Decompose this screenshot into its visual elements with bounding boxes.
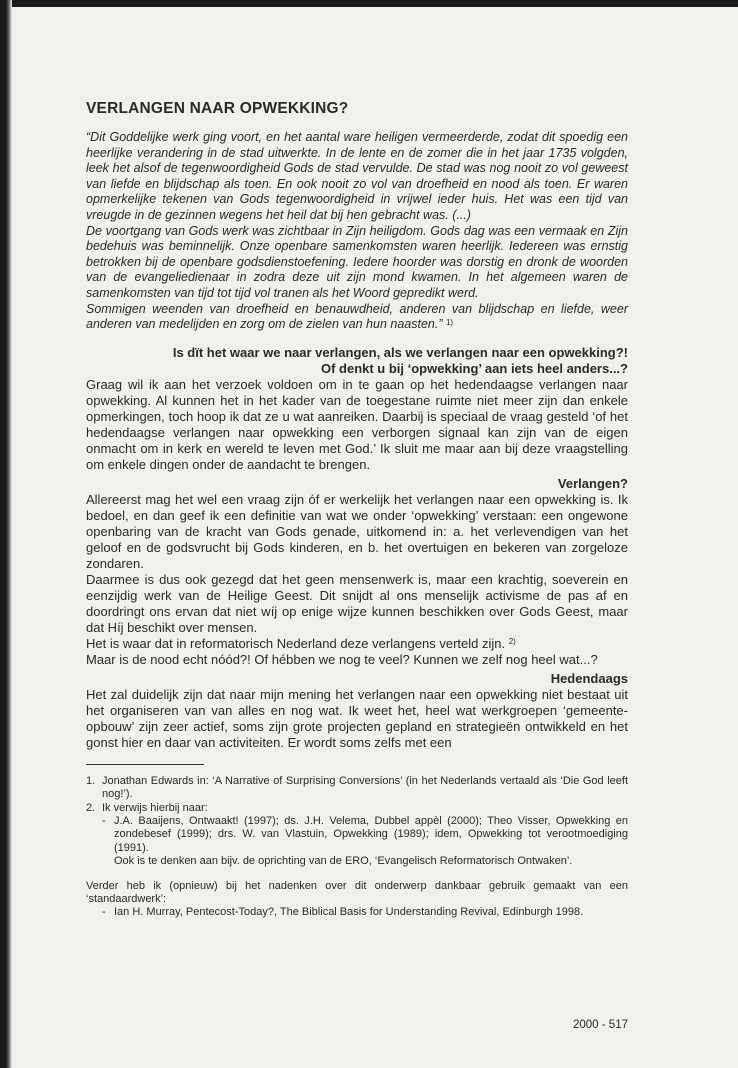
footnote-1 [86, 775, 628, 802]
footnote-text: Jonathan Edwards in: ‘A Narrative of Surprising Conversions’ (in het Nederlands vertaald als ‘Die God leeft nog!’). [102, 774, 628, 801]
footnote-2 [86, 802, 628, 815]
section-heading-hedendaags: Hedendaags [550, 670, 628, 686]
footnote-2-item [86, 815, 628, 855]
body-paragraph: Daarmee is dus ook gezegd dat het geen mensenwerk is, maar een krachtig, soeverein en eenzijdig werk van de Heilige Geest. Dit snijdt al ons menselijk activisme de pas af en doordringt ons ervan dat niet wíj op enige wijze kunnen beschikken over Gods Geest, maar dat Híj beschikt over mensen. [86, 571, 628, 635]
footnote-ref: 2) [508, 636, 516, 646]
quote-paragraph: De voortgang van Gods werk was zichtbaar in Zijn heiligdom. Gods dag was een vermaak en Zijn bedehuis was beminnelijk. Onze openbare samenkomsten waren heerlijk. Iedereen was ernstig betrokken bij de openbare godsdienstoefening. Iedere hoorder was dorstig en dronk de woorden van de evangeliedienaar in zodra deze uit zijn mond kwamen. In het algemeen waren de samenkomsten van tijd tot tijd vol tranen als het Woord gepredikt werd. [86, 223, 628, 300]
footnote-number: 2. [86, 801, 96, 814]
footnote-text: Ian H. Murray, Pentecost-Today?, The Biblical Basis for Understanding Revival, Edinburgh 1998. [114, 906, 584, 919]
section-heading-verlangen: Verlangen? [557, 475, 628, 491]
body-paragraph [86, 636, 628, 652]
further-reading-item [86, 906, 628, 919]
question-line: Is dït het waar we naar verlangen, als we verlangen naar een opwekking?! [172, 344, 628, 360]
article-title: VERLANGEN NAAR OPWEKKING? [86, 100, 349, 117]
list-dash: - [102, 906, 106, 919]
quote-paragraph [86, 302, 628, 333]
article [86, 100, 628, 920]
quote-text: Sommigen weenden van droefheid en benauwdheid, anderen van blijdschap en liefde, weer anderen van medelijden en zorg om de zielen van hun naasten.” [86, 301, 628, 332]
further-reading: Verder heb ik (opnieuw) bij het nadenken over dit onderwerp dankbaar gebruik gemaakt van een ‘standaardwerk’: [86, 879, 628, 905]
footnote-ref: 1) [445, 318, 454, 328]
footnote-text: Ook is te denken aan bijv. de oprichting van de ERO, ‘Evangelisch Reformatorisch Ontwaken’. [114, 855, 573, 868]
body-paragraph: Allereerst mag het wel een vraag zijn óf er werkelijk het verlangen naar een opwekking is. Ik bedoel, en dan geef ik een definitie van wat we onder ‘opwekking’ verstaan: een ongewone openbaring van de kracht van Gods genade, uitkomend in: a. het verlevendigen van het geloof en de godsvrucht bij Gods kinderen, en b. het overtuigen en bekeren van zorgeloze zondaren. [86, 491, 628, 571]
scan-top-edge [0, 0, 738, 7]
question-line: Of denkt u bij ‘opwekking’ aan iets heel anders...? [320, 360, 628, 376]
central-question [86, 345, 628, 377]
list-dash: - [102, 814, 106, 827]
footnotes [86, 775, 628, 920]
footnote-text: Ik verwijs hierbij naar: [102, 801, 208, 814]
body-text-span: Het is waar dat in reformatorisch Nederland deze verlangens verteld zijn. [86, 635, 506, 651]
body-paragraph: Maar is de nood echt nóód?! Of hébben we nog te veel? Kunnen we zelf nog heel wat...? [86, 651, 598, 667]
body-paragraph: Het zal duidelijk zijn dat naar mijn mening het verlangen naar een opwekking niet bestaat uit het organiseren van van alles en nog wat. Ik weet het, heel wat werkgroepen ‘gemeente-opbouw’ zijn zeer actief, soms zijn grote projecten gepland en strategieën ontwikkeld en het gonst hier en daar van activiteiten. Er wordt soms zelfs met een [86, 686, 628, 750]
page-number: 2000 - 517 [573, 1019, 628, 1031]
footnote-number: 1. [86, 774, 96, 787]
opening-quote [86, 130, 628, 333]
body-text [86, 377, 628, 751]
quote-paragraph: “Dit Goddelijke werk ging voort, en het aantal ware heiligen vermeerderde, zodat dit spoedig een heerlijke verandering in de stad uitwerkte. In de lente en de zomer die in het jaar 1735 volgden, leek het alsof de tegenwoordigheid Gods de stad vervulde. De stad was nog nooit zo vol geweest van liefde en blijdschap als toen. En ook nooit zo vol van droefheid en nood als toen. Er waren opmerkelijke tekenen van Gods tegenwoordigheid in vrijwel ieder huis. Het was een tijd van vreugde in de gezinnen wegens het heil dat bij hen gebracht was. (...) [86, 130, 628, 222]
scan-left-edge [0, 0, 12, 1068]
intro-paragraph: Graag wil ik aan het verzoek voldoen om in te gaan op het hedendaagse verlangen naar opwekking. Al kunnen het in het kader van de toegestane ruimte niet meer zijn dan enkele opmerkingen, toch hoop ik dat ze u wat aanreiken. Daarbij is speciaal de vraag gesteld ‘of het hedendaagse verlangen naar opwekking een verborgen signaal kan zijn van de eigen onmacht om in kerk en wereld te leven met God.’ Ik sluit me maar aan bij deze vraagstelling om enkele dingen onder de aandacht te brengen. [86, 376, 628, 472]
footnote-divider [86, 764, 204, 765]
footnote-text: J.A. Baaijens, Ontwaakt! (1997); ds. J.H. Velema, Dubbel appèl (2000); Theo Visser, Opwekking en zondebesef (1999); drs. W. van Vlastuin, Opwekking (1989); idem, Opwekking tot verootmoediging (1991). [114, 814, 628, 854]
